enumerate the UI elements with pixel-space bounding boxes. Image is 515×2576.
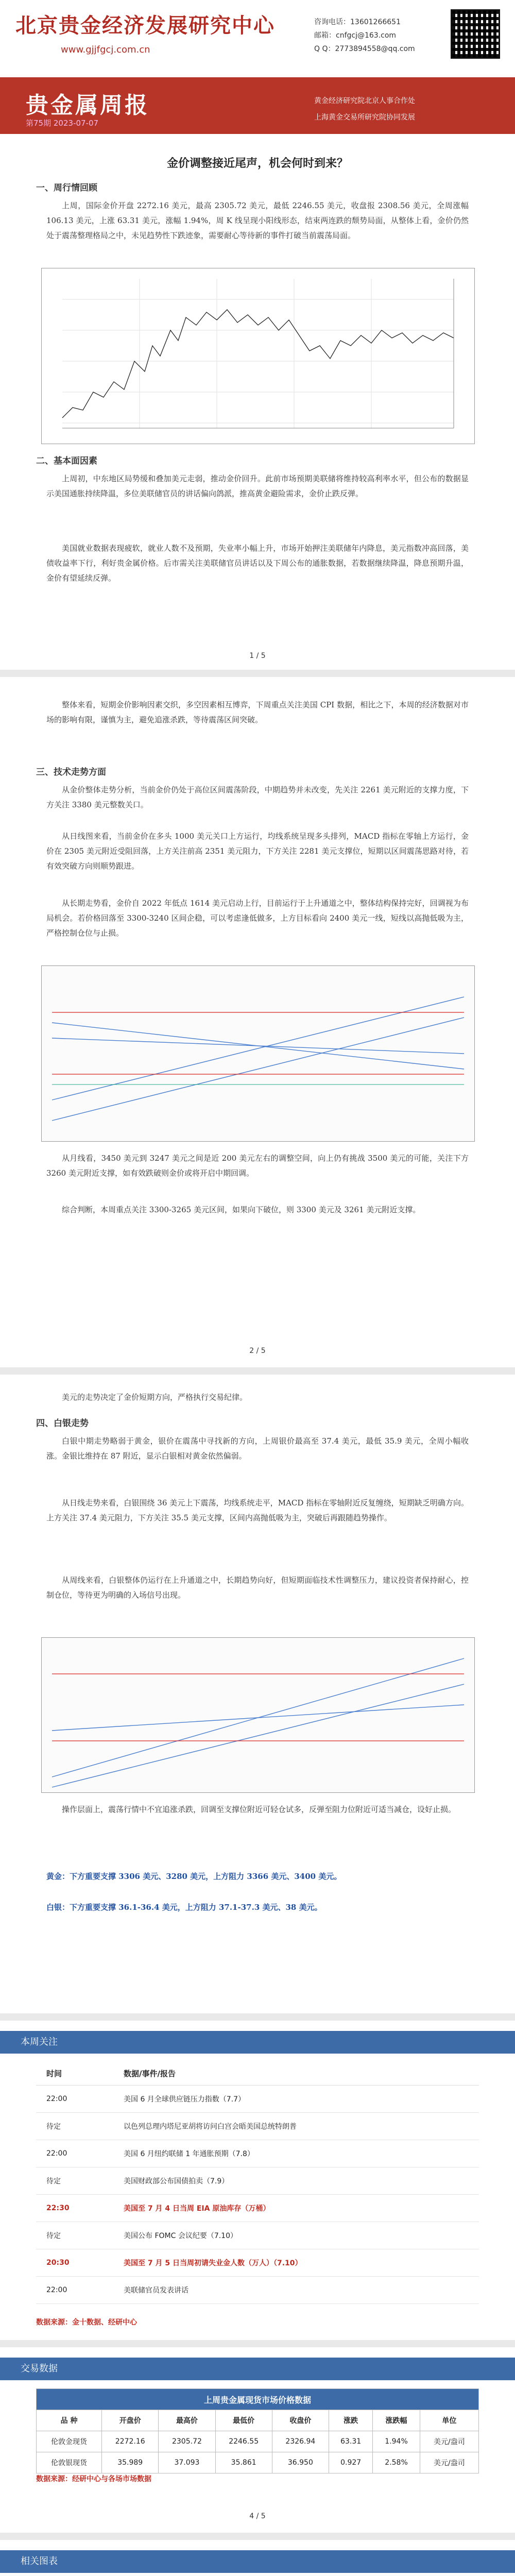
price-col-header: 开盘价 xyxy=(102,2410,159,2431)
price-cell: 2305.72 xyxy=(159,2431,215,2452)
gold-price-chart xyxy=(41,268,475,444)
silver-kline-chart xyxy=(41,1637,475,1793)
org-name: 北京贵金经济发展研究中心 xyxy=(15,13,275,38)
calendar-source: 数据来源：金十数据、经研中心 xyxy=(36,2318,137,2327)
calendar-event: 美联储官员发表讲话 xyxy=(113,2277,479,2304)
price-cell: 2.58% xyxy=(373,2452,420,2473)
price-cell: 36.950 xyxy=(272,2452,329,2473)
calendar-time: 20:30 xyxy=(36,2249,113,2277)
report-header xyxy=(0,0,515,77)
calendar-time: 待定 xyxy=(36,2167,113,2195)
calendar-row xyxy=(36,2113,479,2140)
title-band xyxy=(0,77,515,134)
calendar-body xyxy=(36,2086,479,2304)
paragraph: 美元的走势决定了金价短期方向，严格执行交易纪律。 xyxy=(62,1393,248,1402)
price-cell: 2272.16 xyxy=(102,2431,159,2452)
silver-kline-svg xyxy=(42,1638,474,1792)
paragraph: 从日线走势来看，白银围绕 36 美元上下震荡，均线系统走平，MACD 指标在零轴附近反复缠绕，短期缺乏明确方向。上方关注 37.4 美元阻力，下方关注 35.5 美元支撑，区间内高抛低吸为主，突破后再跟随趋势操作。 xyxy=(46,1498,469,1522)
gold-levels: 黄金：下方重要支撑 3306 美元、3280 美元，上方阻力 3366 美元、3400 美元。 xyxy=(46,1872,342,1881)
calendar-time: 22:00 xyxy=(36,2277,113,2304)
page-separator xyxy=(0,670,515,677)
price-table xyxy=(36,2388,479,2473)
price-cell: 2326.94 xyxy=(272,2431,329,2452)
table-header-row xyxy=(37,2410,479,2431)
paragraph: 整体来看，短期金价影响因素交织，多空因素相互博弈，下周重点关注美国 CPI 数据，相比之下，本周的经济数据对市场的影响有限，谨慎为主，避免追涨杀跌，等待震荡区间突破。 xyxy=(46,700,469,724)
market-source: 数据来源：经研中心与各场市场数据 xyxy=(36,2475,151,2483)
calendar-time: 待定 xyxy=(36,2222,113,2249)
calendar-time: 22:00 xyxy=(36,2140,113,2167)
price-col-header: 品 种 xyxy=(37,2410,102,2431)
paragraph: 美国就业数据表现疲软，就业人数不及预期，失业率小幅上升，市场开始押注美联储年内降息，美元指数冲高回落，美债收益率下行，利好贵金属价格。后市需关注美联储官员讲话以及下周公布的通胀数据，若数据继续降温，降息预期升温，金价有望延续反弹。 xyxy=(46,544,469,583)
contact-qq: Q Q：2773894558@qq.com xyxy=(314,45,415,53)
price-cell: 伦敦金现货 xyxy=(37,2431,102,2452)
contact-phone: 咨询电话：13601266651 xyxy=(314,18,401,26)
charts-section-header: 相关图表 xyxy=(0,2550,515,2573)
report-title: 贵金属周报 xyxy=(26,92,149,118)
paragraph: 从月线看，3450 美元到 3247 美元之间是近 200 美元左右的调整空间，向上仍有挑战 3500 美元的可能，关注下方 3260 美元附近支撑，如有效跌破则金价或将开启中期回调。 xyxy=(46,1154,469,1178)
price-cell: 35.861 xyxy=(215,2452,272,2473)
paragraph: 操作层面上，震荡行情中不宜追涨杀跌，回调至支撑位附近可轻仓试多，反弹至阻力位附近可适当减仓，设好止损。 xyxy=(62,1805,456,1814)
qr-code-icon xyxy=(451,9,500,59)
price-cell: 63.31 xyxy=(329,2431,372,2452)
article-title: 金价调整接近尾声，机会何时到来？ xyxy=(166,157,348,170)
paragraph: 综合判断，本周重点关注 3300-3265 美元区间，如果向下破位，则 3300 美元及 3261 美元附近支撑。 xyxy=(62,1205,421,1214)
calendar-row xyxy=(36,2195,479,2222)
price-table-body xyxy=(37,2431,479,2473)
page-2 xyxy=(0,677,515,1367)
section-heading-3: 三、技术走势方面 xyxy=(36,767,106,777)
calendar-time: 待定 xyxy=(36,2113,113,2140)
publisher-1: 黄金经济研究院北京人事合作处 xyxy=(314,97,415,105)
table-row xyxy=(37,2431,479,2452)
col-event: 数据/事件/报告 xyxy=(113,2062,479,2086)
price-cell: 1.94% xyxy=(373,2431,420,2452)
calendar-event: 美国至 7 月 4 日当周 EIA 原油库存（万桶） xyxy=(113,2195,479,2222)
publishers xyxy=(314,93,415,126)
page-separator xyxy=(0,2340,515,2347)
price-col-header: 收盘价 xyxy=(272,2410,329,2431)
section-heading-4: 四、白银走势 xyxy=(36,1418,89,1429)
gold-kline-svg xyxy=(42,966,474,1141)
issue-number: 第75期 2023-07-07 xyxy=(26,118,99,128)
calendar-row xyxy=(36,2277,479,2304)
calendar-row xyxy=(36,2222,479,2249)
price-cell: 35.989 xyxy=(102,2452,159,2473)
calendar-event: 美国 6 月纽约联储 1 年通胀预期（7.8） xyxy=(113,2140,479,2167)
table-header-row xyxy=(36,2062,479,2086)
page-number: 2 / 5 xyxy=(249,1347,266,1355)
contact-info xyxy=(314,15,415,56)
price-cell: 伦敦银现货 xyxy=(37,2452,102,2473)
price-col-header: 涨跌 xyxy=(329,2410,372,2431)
contact-email[interactable]: 邮箱：cnfgcj@163.com xyxy=(314,31,397,40)
paragraph: 从金价整体走势分析，当前金价仍处于高位区间震荡阶段，中期趋势并未改变，先关注 2261 美元附近的支撑力度，下方关注 3380 美元整数关口。 xyxy=(46,785,469,809)
table-row xyxy=(37,2452,479,2473)
page-separator xyxy=(0,1367,515,1375)
page-calendar xyxy=(0,2021,515,2340)
silver-levels: 白银：下方重要支撑 36.1-36.4 美元，上方阻力 37.1-37.3 美元、38 美元。 xyxy=(46,1903,322,1912)
section-heading-2: 二、基本面因素 xyxy=(36,456,97,466)
price-col-header: 最高价 xyxy=(159,2410,215,2431)
calendar-row xyxy=(36,2086,479,2113)
calendar-time: 22:00 xyxy=(36,2086,113,2113)
gold-price-line-svg xyxy=(42,268,474,444)
org-url[interactable]: www.gjjfgcj.com.cn xyxy=(61,44,150,55)
page-charts xyxy=(0,2540,515,2576)
page-number: 4 / 5 xyxy=(249,2512,266,2520)
price-cell: 美元/盎司 xyxy=(420,2452,478,2473)
calendar-event: 以色列总理内塔尼亚胡将访问白宫会晤美国总统特朗普 xyxy=(113,2113,479,2140)
publisher-2: 上海黄金交易所研究院协同发展 xyxy=(314,113,415,122)
section-heading-1: 一、周行情回顾 xyxy=(36,183,97,193)
price-col-header: 单位 xyxy=(420,2410,478,2431)
price-col-header: 最低价 xyxy=(215,2410,272,2431)
paragraph: 从日线图来看，当前金价在多头 1000 美元关口上方运行，均线系统呈现多头排列，MACD 指标在零轴上方运行，金价在 2305 美元附近受阻回落，上方关注前高 2351 美元阻力，下方关注 2281 美元支撑位，短期以区间震荡思路对待，若有效突破方向则顺势跟进。 xyxy=(46,832,469,871)
col-time: 时间 xyxy=(36,2062,113,2086)
paragraph: 从长期走势看，金价自 2022 年低点 1614 美元启动上行，目前运行于上升通道之中，整体结构保持完好，回调视为布局机会。若价格回落至 3300-3240 区间企稳，可以考虑逢低做多，上方目标看向 2400 美元一线，短线以高抛低吸为主，严格控制仓位与止损。 xyxy=(46,899,469,938)
price-cell: 2246.55 xyxy=(215,2431,272,2452)
page-separator xyxy=(0,2013,515,2021)
calendar-table xyxy=(36,2062,479,2304)
market-section-header: 交易数据 xyxy=(0,2358,515,2380)
calendar-time: 22:30 xyxy=(36,2195,113,2222)
calendar-event: 美国公布 FOMC 会议纪要（7.10） xyxy=(113,2222,479,2249)
page-1 xyxy=(0,0,515,670)
price-cell: 0.927 xyxy=(329,2452,372,2473)
gold-daily-kline-chart xyxy=(41,965,475,1142)
calendar-section-header: 本周关注 xyxy=(0,2031,515,2054)
paragraph: 上周初，中东地区局势缓和叠加美元走弱，推动金价回升。此前市场预期美联储将维持较高利率水平，但公布的数据显示美国通胀持续降温，多位美联储官员的讲话偏向鸽派，推高黄金避险需求，金价止跌反弹。 xyxy=(46,474,469,498)
calendar-event: 美国 6 月全球供应链压力指数（7.7） xyxy=(113,2086,479,2113)
page-3 xyxy=(0,1375,515,2013)
price-cell: 37.093 xyxy=(159,2452,215,2473)
paragraph: 上周，国际金价开盘 2272.16 美元，最高 2305.72 美元，最低 2246.55 美元，收盘报 2308.56 美元，全周涨幅 106.13 美元，上涨 63.31 美元，涨幅 1.94%，周 K 线呈现小阳线形态，结束两连跌的颓势局面，从整体上看，金价仍然处于震荡整理格局之中，未见趋势性下跌迹象，需要耐心等待新的事件打破当前震荡局面。 xyxy=(46,201,469,240)
paragraph: 白银中期走势略弱于黄金，银价在震荡中寻找新的方向，上周银价最高至 37.4 美元，最低 35.9 美元，全周小幅收涨。金银比维持在 87 附近，显示白银相对黄金依然偏弱。 xyxy=(46,1436,469,1461)
calendar-event: 美国至 7 月 5 日当周初请失业金人数（万人）（7.10） xyxy=(113,2249,479,2277)
page-market xyxy=(0,2347,515,2533)
page-separator xyxy=(0,2533,515,2540)
price-table-caption: 上周贵金属现货市场价格数据 xyxy=(37,2389,479,2410)
price-cell: 美元/盎司 xyxy=(420,2431,478,2452)
page-number: 1 / 5 xyxy=(249,652,266,660)
calendar-row xyxy=(36,2140,479,2167)
price-col-header: 涨跌幅 xyxy=(373,2410,420,2431)
paragraph: 从周线来看，白银整体仍运行在上升通道之中，长期趋势向好，但短期面临技术性调整压力，建议投资者保持耐心，控制仓位，等待更为明确的入场信号出现。 xyxy=(46,1575,469,1600)
calendar-row xyxy=(36,2167,479,2195)
calendar-event: 美国财政部公布国债拍卖（7.9） xyxy=(113,2167,479,2195)
calendar-row xyxy=(36,2249,479,2277)
